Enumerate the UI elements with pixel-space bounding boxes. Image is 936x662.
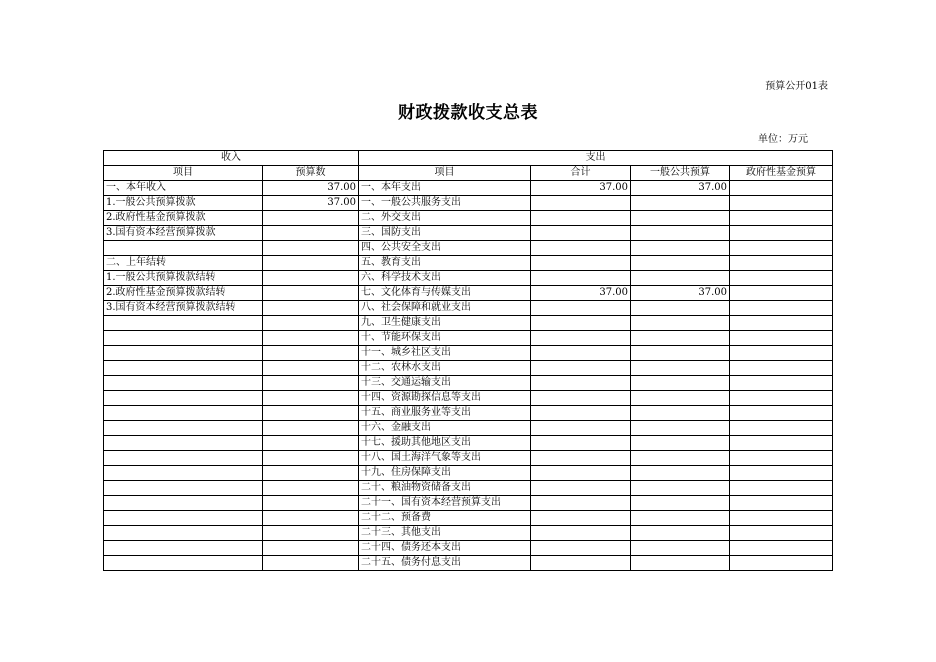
table-row: [104, 406, 833, 421]
expense-total-cell: [531, 331, 631, 346]
expense-fund-cell: [730, 196, 833, 211]
expense-general-cell: [631, 226, 730, 241]
income-item-cell: 1.一般公共预算拨款: [104, 196, 263, 211]
income-item-cell: [104, 376, 263, 391]
expense-item-cell: 十四、资源勘探信息等支出: [359, 391, 531, 406]
table-row: [104, 211, 833, 226]
income-budget-cell: [263, 361, 359, 376]
income-budget-cell: [263, 556, 359, 571]
expense-fund-cell: [730, 391, 833, 406]
income-item-cell: 2.政府性基金预算拨款: [104, 211, 263, 226]
expense-general-cell: [631, 301, 730, 316]
expense-item-cell: 一、本年支出: [359, 181, 531, 196]
expense-fund-cell: [730, 301, 833, 316]
income-item-cell: [104, 451, 263, 466]
table-row: [104, 481, 833, 496]
income-budget-cell: [263, 421, 359, 436]
expense-total-cell: 37.00: [531, 181, 631, 196]
group-header-row: [104, 151, 833, 166]
expense-total-cell: [531, 406, 631, 421]
expense-general-cell: [631, 451, 730, 466]
expense-fund-cell: [730, 226, 833, 241]
expense-fund-cell: [730, 556, 833, 571]
expense-general-cell: [631, 496, 730, 511]
expense-general-cell: [631, 436, 730, 451]
expense-total-cell: [531, 196, 631, 211]
table-row: [104, 286, 833, 301]
income-budget-cell: [263, 376, 359, 391]
expense-fund-cell: [730, 361, 833, 376]
expense-general-cell: 37.00: [631, 181, 730, 196]
expense-item-cell: 十五、商业服务业等支出: [359, 406, 531, 421]
expense-item-cell: 二十一、国有资本经营预算支出: [359, 496, 531, 511]
expense-total-cell: [531, 451, 631, 466]
expense-total-cell: [531, 556, 631, 571]
income-budget-cell: [263, 466, 359, 481]
expense-general-cell: [631, 391, 730, 406]
expense-total-cell: [531, 226, 631, 241]
table-row: [104, 436, 833, 451]
expense-item-cell: 二十、粮油物资储备支出: [359, 481, 531, 496]
income-budget-cell: [263, 481, 359, 496]
income-item-cell: [104, 466, 263, 481]
table-row: [104, 226, 833, 241]
expense-item-cell: 二、外交支出: [359, 211, 531, 226]
expense-fund-cell: [730, 436, 833, 451]
income-budget-cell: [263, 316, 359, 331]
income-item-cell: 二、上年结转: [104, 256, 263, 271]
expense-fund-cell: [730, 481, 833, 496]
table-row: [104, 271, 833, 286]
expense-total-header: 合计: [531, 166, 631, 181]
table-row: [104, 181, 833, 196]
income-budget-cell: [263, 496, 359, 511]
expense-general-cell: [631, 361, 730, 376]
expense-general-cell: [631, 406, 730, 421]
income-item-header: 项目: [104, 166, 263, 181]
expense-general-cell: [631, 421, 730, 436]
expense-item-cell: 十、节能环保支出: [359, 331, 531, 346]
expense-fund-cell: [730, 331, 833, 346]
expense-fund-cell: [730, 346, 833, 361]
expense-total-cell: [531, 466, 631, 481]
table-row: [104, 376, 833, 391]
expense-total-cell: [531, 301, 631, 316]
table-row: [104, 556, 833, 571]
expense-general-cell: [631, 346, 730, 361]
expense-general-cell: [631, 541, 730, 556]
income-item-cell: 1.一般公共预算拨款结转: [104, 271, 263, 286]
table-row: [104, 511, 833, 526]
table-row: [104, 496, 833, 511]
expense-total-cell: [531, 256, 631, 271]
expense-general-cell: [631, 196, 730, 211]
income-budget-cell: [263, 511, 359, 526]
table-row: [104, 391, 833, 406]
expense-general-cell: [631, 481, 730, 496]
income-budget-cell: [263, 211, 359, 226]
income-budget-cell: [263, 451, 359, 466]
expense-general-header: 一般公共预算: [631, 166, 730, 181]
page-title: 财政拨款收支总表: [398, 103, 538, 123]
income-budget-cell: [263, 226, 359, 241]
income-item-cell: [104, 421, 263, 436]
expense-fund-cell: [730, 241, 833, 256]
table-row: [104, 256, 833, 271]
income-budget-cell: 37.00: [263, 181, 359, 196]
expense-general-cell: 37.00: [631, 286, 730, 301]
income-item-cell: 一、本年收入: [104, 181, 263, 196]
table-row: [104, 241, 833, 256]
expense-general-cell: [631, 316, 730, 331]
expense-fund-cell: [730, 181, 833, 196]
unit-label: 单位：万元: [758, 134, 808, 145]
expense-fund-cell: [730, 511, 833, 526]
expense-total-cell: [531, 526, 631, 541]
income-item-cell: [104, 406, 263, 421]
expense-general-cell: [631, 511, 730, 526]
expense-total-cell: [531, 541, 631, 556]
expense-total-cell: [531, 391, 631, 406]
expense-general-cell: [631, 241, 730, 256]
income-budget-cell: [263, 391, 359, 406]
income-budget-header: 预算数: [263, 166, 359, 181]
expense-item-cell: 六、科学技术支出: [359, 271, 531, 286]
income-budget-cell: [263, 331, 359, 346]
expense-fund-cell: [730, 211, 833, 226]
expense-total-cell: [531, 496, 631, 511]
income-budget-cell: [263, 406, 359, 421]
income-item-cell: [104, 526, 263, 541]
expense-fund-cell: [730, 316, 833, 331]
expense-fund-cell: [730, 526, 833, 541]
table-row: [104, 301, 833, 316]
expense-fund-cell: [730, 421, 833, 436]
expense-general-cell: [631, 526, 730, 541]
income-item-cell: [104, 541, 263, 556]
expense-total-cell: [531, 316, 631, 331]
expense-fund-header: 政府性基金预算: [730, 166, 833, 181]
expense-general-cell: [631, 256, 730, 271]
expense-item-cell: 八、社会保障和就业支出: [359, 301, 531, 316]
expense-fund-cell: [730, 406, 833, 421]
table-row: [104, 466, 833, 481]
column-header-row: [104, 166, 833, 181]
income-item-cell: [104, 316, 263, 331]
income-item-cell: [104, 481, 263, 496]
income-item-cell: [104, 346, 263, 361]
income-item-cell: [104, 511, 263, 526]
table-row: [104, 316, 833, 331]
expense-item-cell: 十九、住房保障支出: [359, 466, 531, 481]
expense-item-cell: 十三、交通运输支出: [359, 376, 531, 391]
income-budget-cell: [263, 271, 359, 286]
expense-item-cell: 三、国防支出: [359, 226, 531, 241]
expense-general-cell: [631, 556, 730, 571]
income-item-cell: [104, 391, 263, 406]
expense-item-cell: 十六、金融支出: [359, 421, 531, 436]
table-row: [104, 346, 833, 361]
income-budget-cell: [263, 436, 359, 451]
expense-total-cell: [531, 361, 631, 376]
table-row: [104, 421, 833, 436]
income-item-cell: [104, 496, 263, 511]
expense-general-cell: [631, 466, 730, 481]
income-budget-cell: [263, 346, 359, 361]
expense-item-cell: 四、公共安全支出: [359, 241, 531, 256]
expense-total-cell: 37.00: [531, 286, 631, 301]
income-item-cell: [104, 361, 263, 376]
income-item-cell: 2.政府性基金预算拨款结转: [104, 286, 263, 301]
expense-total-cell: [531, 421, 631, 436]
expense-total-cell: [531, 211, 631, 226]
expense-item-cell: 十七、援助其他地区支出: [359, 436, 531, 451]
budget-table: [103, 150, 833, 571]
expense-fund-cell: [730, 466, 833, 481]
expense-total-cell: [531, 436, 631, 451]
expense-fund-cell: [730, 451, 833, 466]
income-group-header: 收入: [104, 151, 359, 166]
income-item-cell: 3.国有资本经营预算拨款: [104, 226, 263, 241]
expense-general-cell: [631, 211, 730, 226]
expense-item-cell: 九、卫生健康支出: [359, 316, 531, 331]
income-item-cell: [104, 436, 263, 451]
expense-total-cell: [531, 241, 631, 256]
expense-item-cell: 一、一般公共服务支出: [359, 196, 531, 211]
income-budget-cell: 37.00: [263, 196, 359, 211]
expense-item-cell: 二十四、债务还本支出: [359, 541, 531, 556]
expense-item-cell: 十八、国土海洋气象等支出: [359, 451, 531, 466]
expense-group-header: 支出: [359, 151, 833, 166]
table-row: [104, 451, 833, 466]
expense-general-cell: [631, 376, 730, 391]
form-number: 预算公开01表: [765, 81, 828, 92]
expense-item-cell: 五、教育支出: [359, 256, 531, 271]
expense-fund-cell: [730, 286, 833, 301]
expense-general-cell: [631, 271, 730, 286]
expense-fund-cell: [730, 541, 833, 556]
table-row: [104, 361, 833, 376]
income-budget-cell: [263, 526, 359, 541]
table-row: [104, 331, 833, 346]
income-item-cell: [104, 556, 263, 571]
income-item-cell: [104, 331, 263, 346]
income-budget-cell: [263, 541, 359, 556]
expense-total-cell: [531, 511, 631, 526]
expense-item-cell: 七、文化体育与传媒支出: [359, 286, 531, 301]
expense-total-cell: [531, 376, 631, 391]
expense-item-header: 项目: [359, 166, 531, 181]
expense-fund-cell: [730, 376, 833, 391]
expense-item-cell: 十一、城乡社区支出: [359, 346, 531, 361]
table-row: [104, 526, 833, 541]
income-item-cell: [104, 241, 263, 256]
expense-item-cell: 二十二、预备费: [359, 511, 531, 526]
table-row: [104, 541, 833, 556]
expense-fund-cell: [730, 271, 833, 286]
income-budget-cell: [263, 301, 359, 316]
income-budget-cell: [263, 241, 359, 256]
income-budget-cell: [263, 256, 359, 271]
expense-item-cell: 二十三、其他支出: [359, 526, 531, 541]
expense-general-cell: [631, 331, 730, 346]
table-row: [104, 196, 833, 211]
expense-total-cell: [531, 271, 631, 286]
income-budget-cell: [263, 286, 359, 301]
expense-fund-cell: [730, 496, 833, 511]
income-item-cell: 3.国有资本经营预算拨款结转: [104, 301, 263, 316]
expense-total-cell: [531, 481, 631, 496]
expense-item-cell: 二十五、债务付息支出: [359, 556, 531, 571]
expense-total-cell: [531, 346, 631, 361]
expense-fund-cell: [730, 256, 833, 271]
expense-item-cell: 十二、农林水支出: [359, 361, 531, 376]
